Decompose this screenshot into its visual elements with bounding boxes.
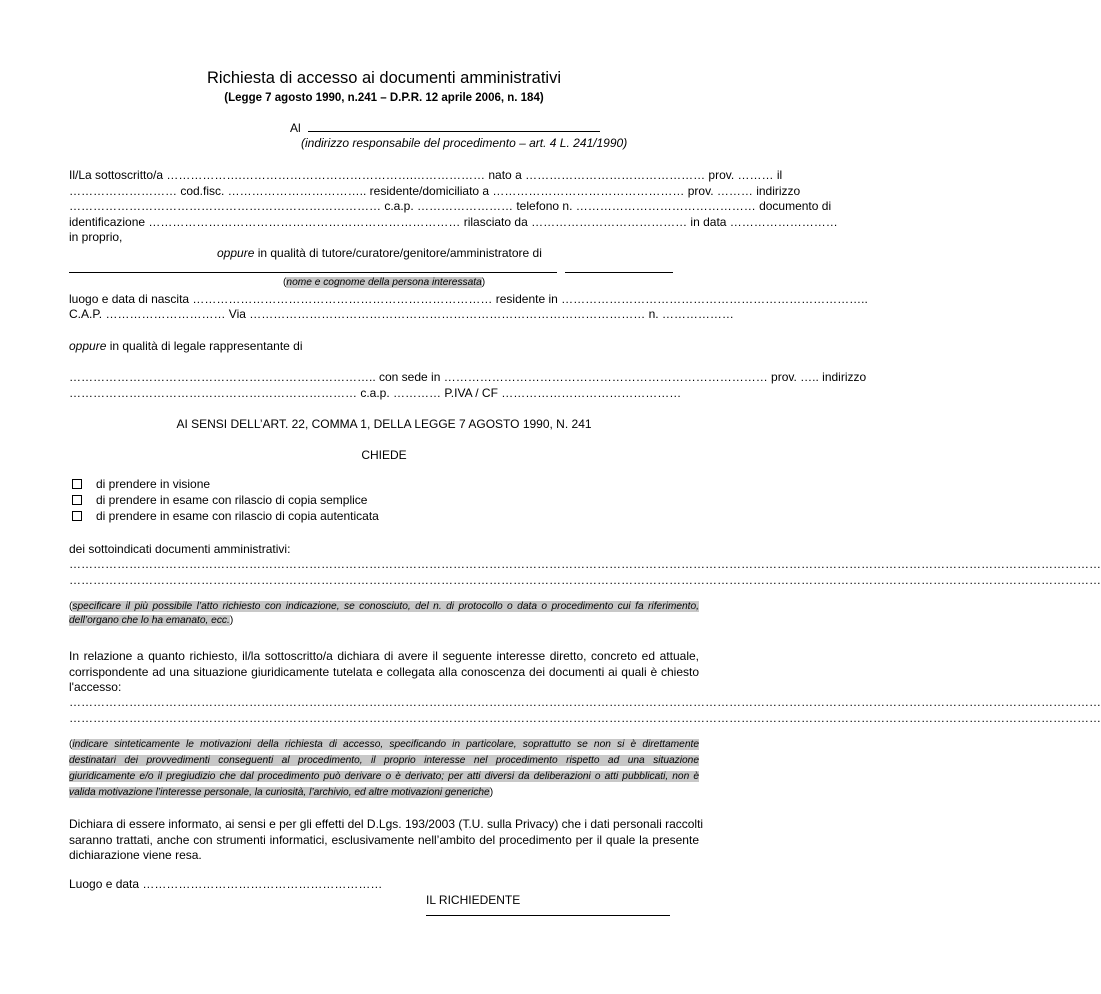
place-date-field[interactable]: Luogo e data ……………………………………………………: [69, 877, 383, 891]
guardian-person-note: (nome e cognome della persona interessata): [283, 277, 486, 288]
legal-rep-line-1[interactable]: ………………………………………………………………….. con sede in ……………………………………………………………………… prov. ….. indirizzo: [69, 370, 867, 384]
interest-note-line-2: destinatari dei provvedimenti conseguenti al procedimento, il proprio interesse nel procedimento rispetto ad una situazione: [69, 755, 699, 766]
chiede-heading: CHIEDE: [361, 448, 407, 462]
documents-note-line-1: (specificare il più possibile l’atto richiesto con indicazione, se conosciuto, del n. di protocollo o data o procedimento cui fa riferimento,: [69, 601, 699, 612]
oppure-word: oppure: [217, 246, 255, 260]
requester-line-2[interactable]: ……………………… cod.fisc. …………………………….. residente/domiciliato a ………………………………………… prov. ……… indirizzo: [69, 184, 801, 198]
guardian-extra-field[interactable]: [565, 272, 673, 273]
guardian-name-field[interactable]: [69, 272, 557, 273]
addressee-prefix: Al: [290, 121, 301, 135]
requester-line-3[interactable]: …………………………………………………………………… c.a.p. …………………… telefono n. ……………………………………… documento di: [69, 199, 832, 213]
option-copia-autenticata[interactable]: [72, 509, 379, 523]
checkbox-icon[interactable]: [72, 511, 82, 521]
option-label: di prendere in esame con rilascio di copia autenticata: [96, 509, 379, 523]
legal-rep-line-2[interactable]: ……………………………………………………………… c.a.p. ………… P.IVA / CF ………………………………………: [69, 386, 682, 400]
interest-line-1: In relazione a quanto richiesto, il/la sottoscritto/a dichiara di avere il seguente interesse diretto, concreto ed attuale,: [69, 649, 699, 663]
signature-label: IL RICHIEDENTE: [426, 893, 521, 907]
legal-rep-option: [69, 339, 303, 353]
interest-field-line-1[interactable]: ……………………………………………………………………………………………………………………………………………………………………………………………………………………………………: [69, 695, 1101, 709]
guardian-option-text: in qualità di tutore/curatore/genitore/amministratore di: [254, 246, 542, 260]
option-visione[interactable]: [72, 477, 210, 491]
addressee-field[interactable]: [308, 120, 600, 132]
privacy-line-3: dichiarazione viene resa.: [69, 848, 202, 862]
guardian-option: [217, 246, 542, 260]
privacy-line-1: Dichiara di essere informato, ai sensi e per gli effetti del D.Lgs. 193/2003 (T.U. sulla Privacy) che i dati personali raccolti: [69, 817, 704, 831]
interest-line-3: l'accesso:: [69, 680, 122, 694]
guardian-person-note-text: nome e cognome della persona interessata: [286, 277, 482, 288]
interest-note-line-1: (indicare sinteticamente le motivazioni della richiesta di accesso, specificando in particolare, soprattutto se non si è direttamente: [69, 739, 699, 750]
document-title: Richiesta di accesso ai documenti amministrativi: [207, 69, 561, 87]
option-label: di prendere in visione: [96, 477, 211, 491]
law-reference: AI SENSI DELL’ART. 22, COMMA 1, DELLA LEGGE 7 AGOSTO 1990, N. 241: [176, 417, 592, 431]
option-copia-semplice[interactable]: [72, 493, 367, 507]
interest-note-line-3: giuridicamente e/o il pregiudizio che dal procedimento può derivare o è derivato; per atti diversi da deliberazioni o atti pubblicati, non è: [69, 771, 699, 782]
documents-line-1[interactable]: ……………………………………………………………………………………………………………………………………………………………………………………………………………………………………: [69, 557, 1101, 571]
interest-note-line-4: valida motivazione l’interesse personale, la curiosità, l’archivio, ed altre motivazioni generiche): [69, 787, 494, 798]
option-label: di prendere in esame con rilascio di copia semplice: [96, 493, 368, 507]
interest-line-2: corrispondente ad una situazione giuridicamente tutelata e collegata alla conoscenza dei documenti ai quali è chiesto: [69, 665, 699, 679]
documents-line-2[interactable]: ……………………………………………………………………………………………………………………………………………………………………………………………………………………………………: [69, 573, 1101, 587]
guardian-cap-line[interactable]: C.A.P. ………………………… Via ……………………………………………………………………………………… n. ………………: [69, 307, 734, 321]
legal-rep-option-text: in qualità di legale rappresentante di: [106, 339, 303, 353]
documents-label: dei sottoindicati documenti amministrativi:: [69, 542, 291, 556]
addressee-note: (indirizzo responsabile del procedimento – art. 4 L. 241/1990): [301, 136, 628, 150]
requester-line-1[interactable]: Il/La sottoscritto/a ……………….…………………………………….……………… nato a ……………………………………… prov. ……… il: [69, 168, 783, 182]
documents-note-line-2: dell’organo che lo ha emanato, ecc.): [69, 615, 234, 626]
oppure-word: oppure: [69, 339, 107, 353]
interest-field-line-2[interactable]: ……………………………………………………………………………………………………………………………………………………………………………………………………………………………………: [69, 711, 1101, 725]
checkbox-icon[interactable]: [72, 479, 82, 489]
addressee-line[interactable]: [290, 120, 600, 135]
guardian-birth-line[interactable]: luogo e data di nascita ………………………………………………………………… residente in …………………………………………………………………..: [69, 292, 868, 306]
document-subtitle: (Legge 7 agosto 1990, n.241 – D.P.R. 12 aprile 2006, n. 184): [224, 92, 544, 104]
checkbox-icon[interactable]: [72, 495, 82, 505]
privacy-line-2: saranno trattati, anche con strumenti informatici, esclusivamente nell’ambito del procedimento per il quale la presente: [69, 833, 699, 847]
requester-line-4[interactable]: identificazione …………………………………………………………………… rilasciato da ………………………………… in data ………………………: [69, 215, 838, 229]
signature-line[interactable]: [426, 915, 670, 916]
requester-line-5: in proprio,: [69, 230, 123, 244]
